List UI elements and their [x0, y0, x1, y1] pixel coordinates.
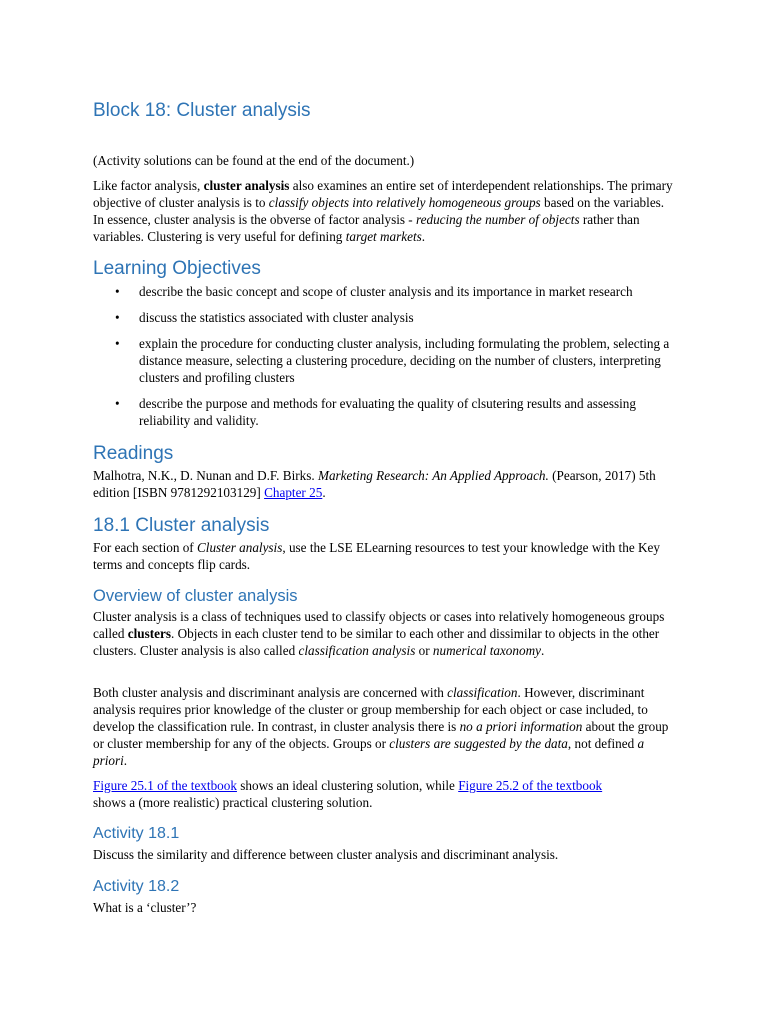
overview-text: , not defined [567, 736, 638, 751]
section-heading: 18.1 Cluster analysis [93, 515, 270, 536]
readings-text: . [322, 485, 326, 500]
overview-text: about the group or cluster membership for any of the objects. Groups or [93, 719, 669, 751]
overview-italic-term: no a priori information [459, 719, 583, 734]
book-title: Marketing Research: An Applied Approach. [317, 468, 549, 483]
intro-italic-term: target markets [345, 229, 422, 244]
chapter-link[interactable]: Chapter 25 [264, 485, 323, 500]
figure-25-1-link[interactable]: Figure 25.1 of the textbook [93, 778, 237, 793]
list-item [93, 283, 678, 300]
overview-text: Cluster analysis is a class of techniques used to classify objects or cases into relatively homogeneous groups called [93, 609, 665, 641]
activity-solutions-note: (Activity solutions can be found at the end of the document.) [93, 153, 415, 168]
page-title: Block 18: Cluster analysis [93, 100, 311, 121]
activity-18-2-text: What is a ‘cluster’? [93, 900, 197, 915]
section-italic-term: Cluster analysis [197, 540, 283, 555]
overview-text: or [415, 643, 433, 658]
activity-18-1-text: Discuss the similarity and difference between cluster analysis and discriminant analysis. [93, 847, 559, 862]
overview-heading: Overview of cluster analysis [93, 587, 298, 605]
list-item [93, 335, 678, 386]
activity-18-2-heading: Activity 18.2 [93, 878, 180, 895]
intro-bold-term: cluster analysis [203, 178, 290, 193]
overview-text: . [540, 643, 545, 658]
readings-text: (Pearson, 2017) 5th edition [ISBN 9781292103129] [93, 468, 656, 500]
overview-text: . [123, 753, 128, 768]
readings-heading: Readings [93, 443, 174, 464]
list-item-text: describe the purpose and methods for evaluating the quality of clsutering results and assessing reliability and validity. [139, 396, 636, 428]
bullet-icon: • [115, 336, 120, 351]
overview-bold-term: clusters [127, 626, 171, 641]
intro-text: also examines an entire set of interdependent relationships. The primary objective of cluster analysis is to [93, 178, 673, 210]
list-item-text: explain the procedure for conducting cluster analysis, including formulating the problem, selecting a distance measure, selecting a clustering procedure, deciding on the number of clusters, interpreting clusters and profiling clusters [139, 336, 670, 385]
overview-italic-term: classification [447, 685, 518, 700]
overview-text: Both cluster analysis and discriminant analysis are concerned with [93, 685, 448, 700]
overview-text: . However, discriminant analysis requires prior knowledge of the cluster or group membership for each object or case included, to develop the classification rule. In contrast, in cluster analysis there is [93, 685, 648, 734]
overview-italic-term: numerical taxonomy [432, 643, 541, 658]
overview-text: shows an ideal clustering solution, while [236, 778, 459, 793]
readings-paragraph [93, 467, 678, 501]
list-item [93, 309, 678, 326]
list-item-text: describe the basic concept and scope of cluster analysis and its importance in market research [139, 284, 633, 299]
intro-text: rather than variables. Clustering is very useful for defining [93, 212, 640, 244]
section-text: , use the LSE ELearning resources to test your knowledge with the Key terms and concepts flip cards. [93, 540, 660, 572]
overview-paragraph-2 [93, 684, 678, 769]
overview-paragraph-1 [93, 608, 678, 659]
intro-text: Like factor analysis, [93, 178, 204, 193]
activity-18-1-heading: Activity 18.1 [93, 825, 180, 842]
intro-italic-term: reducing the number of objects [415, 212, 580, 227]
intro-text: based on the variables. In essence, cluster analysis is the obverse of factor analysis - [93, 195, 665, 227]
list-item [93, 395, 678, 429]
overview-italic-term: a priori [93, 736, 645, 768]
intro-italic-term: classify objects into relatively homogeneous groups [268, 195, 541, 210]
objectives-list [93, 283, 678, 438]
overview-paragraph-3 [93, 777, 613, 811]
overview-italic-term: clusters are suggested by the data [389, 736, 568, 751]
overview-text: shows a (more realistic) practical clustering solution. [93, 795, 373, 810]
bullet-icon: • [115, 310, 120, 325]
learning-objectives-heading: Learning Objectives [93, 258, 261, 279]
intro-text: . [421, 229, 426, 244]
readings-text: Malhotra, N.K., D. Nunan and D.F. Birks. [93, 468, 318, 483]
bullet-icon: • [115, 396, 120, 411]
bullet-icon: • [115, 284, 120, 299]
section-paragraph [93, 539, 678, 573]
figure-25-2-link[interactable]: Figure 25.2 of the textbook [458, 778, 603, 793]
section-text: For each section of [93, 540, 197, 555]
overview-italic-term: classification analysis [298, 643, 416, 658]
overview-text: . Objects in each cluster tend to be similar to each other and dissimilar to objects in the other clusters. Cluster analysis is also called [93, 626, 660, 658]
list-item-text: discuss the statistics associated with cluster analysis [139, 310, 414, 325]
intro-paragraph [93, 177, 678, 245]
